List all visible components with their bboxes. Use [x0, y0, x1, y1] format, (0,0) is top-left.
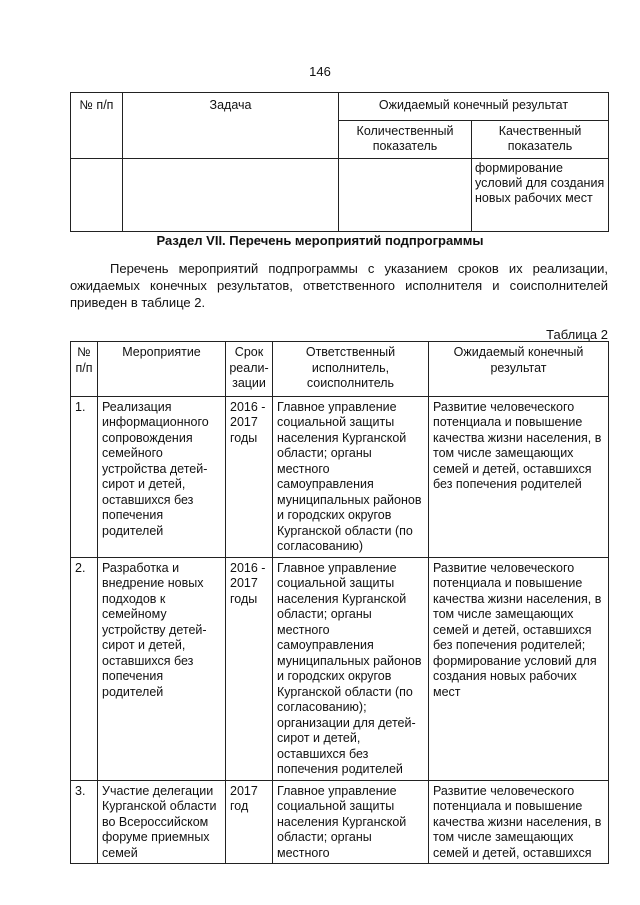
t2-header-term: Срок реали-зации — [226, 342, 273, 397]
row-activity: Реализация информационного сопровождения семейного устройства детей-сирот и детей, оставшихся без попечения родителей — [98, 396, 226, 557]
row-result: Развитие человеческого потенциала и повышение качества жизни населения, в том числе замещающих семей и детей, оставшихся — [429, 780, 609, 864]
row-num: 2. — [71, 557, 98, 780]
table-row — [71, 159, 609, 232]
t1-header-qualitative: Качественный показатель — [472, 121, 609, 159]
t1-header-task: Задача — [123, 93, 339, 159]
t1-header-quantitative: Количественный показатель — [339, 121, 472, 159]
t1-cell-num — [71, 159, 123, 232]
row-num: 1. — [71, 396, 98, 557]
activities-table — [70, 341, 609, 864]
row-num: 3. — [71, 780, 98, 864]
t1-header-num: № п/п — [71, 93, 123, 159]
row-term: 2016 - 2017 годы — [226, 396, 273, 557]
page-number: 146 — [309, 64, 331, 79]
row-activity: Разработка и внедрение новых подходов к семейному устройству детей-сирот и детей, оставшихся без попечения родителей — [98, 557, 226, 780]
row-term: 2016 - 2017 годы — [226, 557, 273, 780]
intro-paragraph — [70, 260, 608, 311]
t2-header-result: Ожидаемый конечный результат — [429, 342, 609, 397]
t1-cell-qualitative: формирование условий для создания новых рабочих мест — [472, 159, 609, 232]
t1-cell-quantitative — [339, 159, 472, 232]
t1-cell-task — [123, 159, 339, 232]
row-responsible: Главное управление социальной защиты населения Курганской области; органы местного самоуправления муниципальных районов и городских округов Курганской области (по согласованию); организации для детей-сирот и детей, оставшихся без попечения родителей — [273, 557, 429, 780]
row-activity: Участие делегации Курганской области во Всероссийском форуме приемных семей — [98, 780, 226, 864]
table-header-row — [71, 342, 609, 397]
t2-header-activity: Мероприятие — [98, 342, 226, 397]
table-row — [71, 780, 609, 864]
row-result: Развитие человеческого потенциала и повышение качества жизни населения, в том числе замещающих семей и детей, оставшихся без попечения родителей — [429, 396, 609, 557]
row-responsible: Главное управление социальной защиты населения Курганской области; органы местного — [273, 780, 429, 864]
results-table-continuation — [70, 92, 609, 232]
row-term: 2017 год — [226, 780, 273, 864]
row-result: Развитие человеческого потенциала и повышение качества жизни населения, в том числе замещающих семей и детей, оставшихся без попечения родителей; формирование условий для создания новых рабочих мест — [429, 557, 609, 780]
t2-header-num: № п/п — [71, 342, 98, 397]
table-row — [71, 557, 609, 780]
table-caption: Таблица 2 — [546, 327, 608, 342]
table-row — [71, 396, 609, 557]
t2-header-responsible: Ответственный исполнитель, соисполнитель — [273, 342, 429, 397]
section-heading: Раздел VII. Перечень мероприятий подпрограммы — [156, 233, 484, 248]
intro-text: Перечень мероприятий подпрограммы с указанием сроков их реализации, ожидаемых конечных результатов, ответственного исполнителя и соисполнителей приведен в таблице 2. — [70, 261, 608, 310]
t1-header-expected: Ожидаемый конечный результат — [339, 93, 609, 121]
row-responsible: Главное управление социальной защиты населения Курганской области; органы местного самоуправления муниципальных районов и городских округов Курганской области (по согласованию) — [273, 396, 429, 557]
